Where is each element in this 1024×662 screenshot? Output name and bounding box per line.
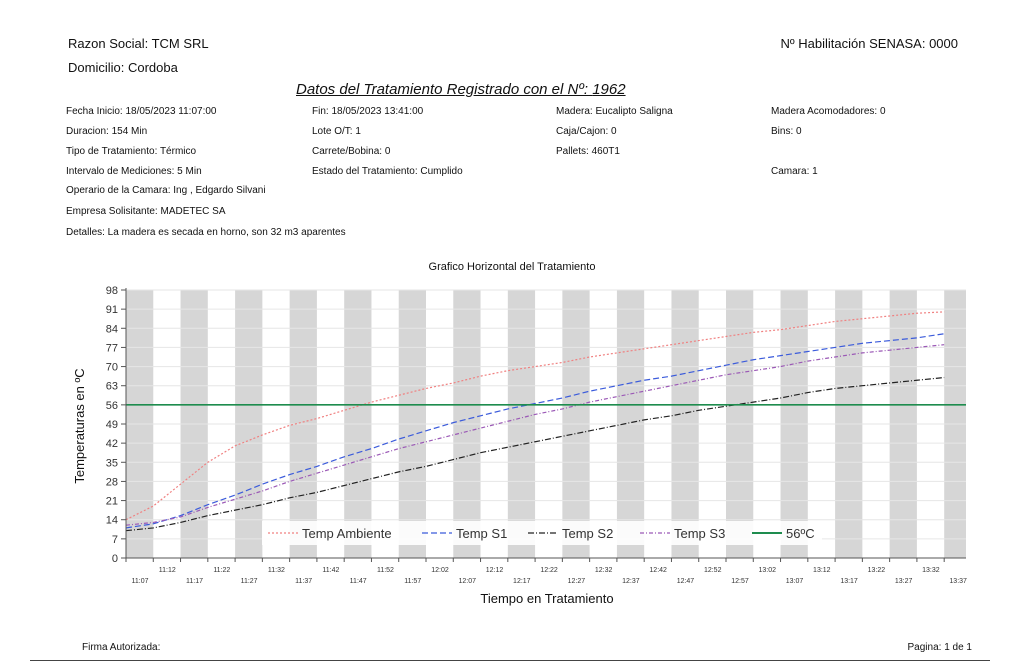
detalles: Detalles: La madera es secada en horno, son 32 m3 aparentes: [66, 227, 346, 238]
legend-label: 56ºC: [786, 526, 815, 541]
x-tick-label: 11:27: [240, 578, 258, 585]
carrete-bobina: Carrete/Bobina: 0: [312, 146, 391, 157]
x-tick-label: 13:17: [840, 578, 858, 585]
y-tick-label: 35: [105, 457, 118, 470]
legend-label: Temp S1: [456, 526, 508, 541]
x-tick-label: 13:22: [867, 567, 886, 574]
x-tick-label: 12:02: [431, 567, 449, 574]
madera: Madera: Eucalipto Saligna: [556, 106, 673, 117]
x-tick-label: 12:32: [594, 567, 613, 574]
duracion: Duracion: 154 Min: [66, 126, 148, 137]
x-axis-label: Tiempo en Tratamiento: [480, 591, 614, 606]
chart-title: Grafico Horizontal del Tratamiento: [428, 261, 596, 273]
x-tick-label: 11:12: [158, 567, 176, 574]
y-tick-label: 70: [105, 361, 118, 374]
y-tick-label: 0: [111, 553, 118, 565]
chart-legend: [262, 521, 822, 545]
x-tick-label: 12:27: [567, 578, 586, 585]
y-tick-label: 7: [111, 533, 118, 546]
fecha-fin: Fin: 18/05/2023 13:41:00: [312, 106, 424, 117]
lote: Lote O/T: 1: [312, 126, 361, 137]
x-tick-label: 11:07: [131, 578, 149, 585]
habilitacion-senasa: Nº Habilitación SENASA: 0000: [780, 36, 958, 51]
x-tick-label: 11:17: [186, 578, 204, 585]
x-tick-label: 12:57: [731, 578, 749, 585]
x-tick-label: 12:42: [649, 567, 667, 574]
razon-social: Razon Social: TCM SRL: [68, 36, 209, 51]
x-tick-label: 12:22: [540, 567, 558, 574]
intervalo-mediciones: Intervalo de Mediciones: 5 Min: [66, 166, 202, 177]
x-tick-label: 12:52: [703, 567, 722, 574]
bottom-divider: [30, 660, 990, 661]
legend-label: Temp S2: [562, 526, 614, 541]
legend-label: Temp S3: [674, 526, 726, 541]
pagina: Pagina: 1 de 1: [907, 642, 972, 653]
x-tick-label: 13:12: [813, 567, 831, 574]
empresa-solicitante: Empresa Solisitante: MADETEC SA: [66, 206, 226, 217]
y-tick-label: 56: [105, 399, 118, 412]
pallets: Pallets: 460T1: [556, 146, 620, 157]
x-tick-label: 11:52: [376, 567, 394, 574]
domicilio: Domicilio: Cordoba: [68, 60, 178, 75]
legend-label: Temp Ambiente: [302, 526, 392, 541]
operario: Operario de la Camara: Ing , Edgardo Silvani: [66, 185, 266, 196]
x-tick-label: 11:22: [213, 567, 231, 574]
y-tick-label: 49: [105, 419, 118, 431]
x-tick-label: 12:17: [513, 578, 531, 585]
bins: Bins: 0: [771, 126, 802, 137]
y-tick-label: 28: [105, 476, 118, 489]
y-tick-label: 84: [105, 323, 118, 336]
fecha-inicio: Fecha Inicio: 18/05/2023 11:07:00: [66, 106, 217, 117]
x-tick-label: 13:37: [949, 578, 967, 585]
x-tick-label: 12:12: [485, 567, 504, 574]
y-tick-label: 91: [105, 304, 118, 317]
x-tick-label: 11:47: [349, 578, 367, 585]
y-tick-label: 42: [105, 438, 118, 451]
y-axis-label: Temperaturas en ºC: [72, 368, 87, 484]
y-tick-label: 14: [105, 514, 118, 527]
x-tick-label: 12:07: [458, 578, 477, 585]
estado-tratamiento: Estado del Tratamiento: Cumplido: [312, 166, 463, 177]
caja-cajon: Caja/Cajon: 0: [556, 126, 617, 137]
firma-autorizada: Firma Autorizada:: [82, 642, 161, 653]
x-tick-label: 12:47: [676, 578, 695, 585]
report-number: 1962: [592, 81, 626, 98]
tipo-tratamiento: Tipo de Tratamiento: Térmico: [66, 146, 197, 157]
x-tick-label: 13:32: [922, 567, 940, 574]
x-tick-label: 11:37: [295, 578, 313, 585]
madera-acomodadores: Madera Acomodadores: 0: [771, 106, 886, 117]
y-tick-label: 63: [105, 380, 118, 393]
x-tick-label: 13:07: [785, 578, 804, 585]
report-title-text: Datos del Tratamiento Registrado con el Nº:: [296, 81, 589, 98]
x-tick-label: 13:27: [894, 578, 913, 585]
x-tick-label: 11:42: [322, 567, 340, 574]
y-tick-label: 98: [105, 285, 118, 297]
y-tick-label: 77: [105, 342, 118, 355]
x-tick-label: 11:32: [267, 567, 285, 574]
x-tick-label: 11:57: [404, 578, 422, 585]
y-tick-label: 21: [105, 495, 118, 508]
x-tick-label: 13:02: [758, 567, 777, 574]
camara: Camara: 1: [771, 166, 818, 177]
x-tick-label: 12:37: [622, 578, 640, 585]
